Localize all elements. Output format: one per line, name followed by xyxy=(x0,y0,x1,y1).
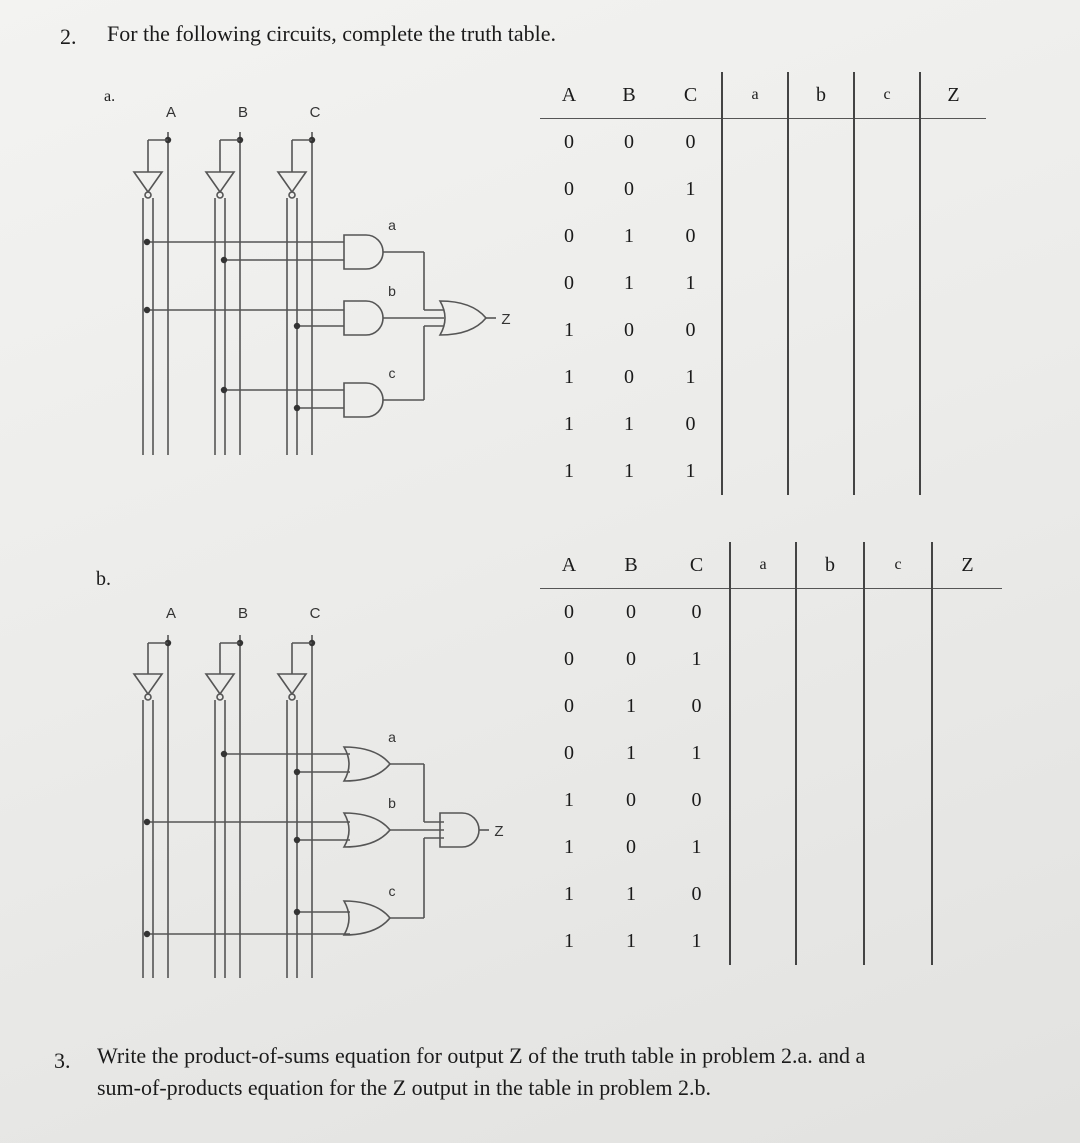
input-cell: 1 xyxy=(685,272,696,294)
table-row xyxy=(540,260,986,307)
answer-cell[interactable] xyxy=(854,448,920,495)
question-2-prompt: For the following circuits, complete the truth table. xyxy=(107,21,557,46)
answer-cell[interactable] xyxy=(864,918,932,965)
answer-cell[interactable] xyxy=(932,683,1002,730)
junction-dot xyxy=(221,751,227,757)
input-cell: 1 xyxy=(564,883,574,905)
input-cell: 0 xyxy=(626,789,636,811)
truth-table-b-header-row xyxy=(540,542,1002,589)
truth-table-b-header-0: A xyxy=(540,542,598,589)
truth-table-a-header-5: c xyxy=(854,72,920,119)
input-cell: 0 xyxy=(626,601,636,623)
input-cell: 0 xyxy=(564,272,574,294)
table-row xyxy=(540,166,986,213)
answer-cell[interactable] xyxy=(788,448,854,495)
input-cell: 1 xyxy=(685,178,696,200)
input-label-b: B xyxy=(237,605,249,622)
input-cell: 1 xyxy=(564,319,574,341)
input-cell: 0 xyxy=(691,883,702,905)
table-row xyxy=(540,777,1002,824)
answer-cell[interactable] xyxy=(722,401,788,448)
answer-cell[interactable] xyxy=(920,307,986,354)
input-label-a: A xyxy=(165,605,177,622)
answer-cell[interactable] xyxy=(854,307,920,354)
input-cell: 1 xyxy=(624,460,634,482)
answer-cell[interactable] xyxy=(854,213,920,260)
answer-cell[interactable] xyxy=(730,730,796,777)
input-cell: 1 xyxy=(564,460,574,482)
input-cell: 0 xyxy=(624,131,634,153)
answer-cell[interactable] xyxy=(788,401,854,448)
truth-table-b-header-1: B xyxy=(598,542,664,589)
table-row xyxy=(540,354,986,401)
answer-cell[interactable] xyxy=(854,166,920,213)
question-3-line-2: sum-of-products equation for the Z output in the table in problem 2.b. xyxy=(97,1075,712,1100)
answer-cell[interactable] xyxy=(722,354,788,401)
answer-cell[interactable] xyxy=(932,636,1002,683)
input-cell: 1 xyxy=(564,836,574,858)
junction-dot xyxy=(294,909,300,915)
table-row xyxy=(540,871,1002,918)
answer-cell[interactable] xyxy=(932,918,1002,965)
table-row xyxy=(540,589,1002,637)
input-cell: 0 xyxy=(624,366,634,388)
input-cell: 0 xyxy=(564,648,574,670)
answer-cell[interactable] xyxy=(920,354,986,401)
input-cell: 0 xyxy=(691,601,702,623)
input-cell: 0 xyxy=(691,695,702,717)
truth-table-b-header-5: c xyxy=(864,542,932,589)
table-row xyxy=(540,683,1002,730)
gate-label-a: a xyxy=(388,729,396,745)
answer-cell[interactable] xyxy=(864,777,932,824)
input-cell: 1 xyxy=(564,930,574,952)
answer-cell[interactable] xyxy=(864,730,932,777)
answer-cell[interactable] xyxy=(920,401,986,448)
table-row xyxy=(540,730,1002,777)
gate-label-b: b xyxy=(388,283,396,299)
answer-cell[interactable] xyxy=(730,918,796,965)
answer-cell[interactable] xyxy=(854,401,920,448)
answer-cell[interactable] xyxy=(920,448,986,495)
answer-cell[interactable] xyxy=(730,824,796,871)
question-3-line-1: Write the product-of-sums equation for output Z of the truth table in problem 2.a. and a xyxy=(97,1043,866,1068)
answer-cell[interactable] xyxy=(932,730,1002,777)
answer-cell[interactable] xyxy=(796,871,864,918)
input-cell: 0 xyxy=(691,789,702,811)
input-cell: 0 xyxy=(685,413,696,435)
answer-cell[interactable] xyxy=(932,589,1002,637)
question-2-number: 2. xyxy=(60,24,77,49)
truth-table-a-header-4: b xyxy=(788,72,854,119)
input-cell: 1 xyxy=(691,836,702,858)
inverter-icon xyxy=(278,674,306,694)
input-cell: 1 xyxy=(626,883,636,905)
answer-cell[interactable] xyxy=(796,918,864,965)
inverter-icon xyxy=(206,674,234,694)
answer-cell[interactable] xyxy=(920,119,986,167)
gate-c xyxy=(344,901,390,935)
gate-b xyxy=(344,813,390,847)
truth-table-b xyxy=(540,542,1002,965)
answer-cell[interactable] xyxy=(722,307,788,354)
answer-cell[interactable] xyxy=(722,166,788,213)
input-cell: 0 xyxy=(564,695,574,717)
input-cell: 1 xyxy=(626,930,636,952)
truth-table-a-header-0: A xyxy=(540,72,598,119)
inverter-icon xyxy=(134,674,162,694)
gate-a xyxy=(344,747,390,781)
answer-cell[interactable] xyxy=(854,354,920,401)
input-cell: 1 xyxy=(626,695,636,717)
gate-label-b: b xyxy=(388,795,396,811)
input-cell: 0 xyxy=(685,225,696,247)
answer-cell[interactable] xyxy=(796,589,864,637)
answer-cell[interactable] xyxy=(788,260,854,307)
truth-table-a-header-1: B xyxy=(598,72,660,119)
truth-table-a xyxy=(540,72,986,495)
input-cell: 1 xyxy=(564,366,574,388)
answer-cell[interactable] xyxy=(920,260,986,307)
input-cell: 0 xyxy=(626,648,636,670)
answer-cell[interactable] xyxy=(730,683,796,730)
input-cell: 1 xyxy=(691,930,702,952)
input-label-b: B xyxy=(237,104,249,121)
final-gate xyxy=(440,813,479,847)
input-cell: 0 xyxy=(685,319,696,341)
answer-cell[interactable] xyxy=(788,119,854,167)
part-b-label: b. xyxy=(96,568,111,590)
input-cell: 1 xyxy=(685,460,696,482)
answer-cell[interactable] xyxy=(932,824,1002,871)
input-cell: 1 xyxy=(624,225,634,247)
input-cell: 1 xyxy=(624,413,634,435)
input-label-c: C xyxy=(309,605,321,622)
answer-cell[interactable] xyxy=(796,636,864,683)
input-cell: 1 xyxy=(691,742,702,764)
table-row xyxy=(540,824,1002,871)
gate-label-a: a xyxy=(388,217,396,233)
answer-cell[interactable] xyxy=(864,871,932,918)
table-row xyxy=(540,636,1002,683)
table-row xyxy=(540,213,986,260)
input-cell: 0 xyxy=(564,742,574,764)
input-cell: 0 xyxy=(624,178,634,200)
junction-dot xyxy=(144,931,150,937)
answer-cell[interactable] xyxy=(788,354,854,401)
output-label-z: Z xyxy=(494,823,504,840)
answer-cell[interactable] xyxy=(864,683,932,730)
input-cell: 0 xyxy=(624,319,634,341)
answer-cell[interactable] xyxy=(788,213,854,260)
input-cell: 1 xyxy=(691,648,702,670)
question-3-number: 3. xyxy=(54,1048,71,1073)
answer-cell[interactable] xyxy=(722,119,788,167)
junction-dot xyxy=(294,837,300,843)
answer-cell[interactable] xyxy=(864,589,932,637)
input-cell: 1 xyxy=(685,366,696,388)
truth-table-b-header-2: C xyxy=(664,542,730,589)
answer-cell[interactable] xyxy=(788,307,854,354)
input-cell: 0 xyxy=(564,225,574,247)
answer-cell[interactable] xyxy=(730,777,796,824)
answer-cell[interactable] xyxy=(796,824,864,871)
truth-table-a-header-3: a xyxy=(722,72,788,119)
table-row xyxy=(540,448,986,495)
truth-table-a-header-2: C xyxy=(660,72,722,119)
answer-cell[interactable] xyxy=(722,260,788,307)
truth-table-a-header-6: Z xyxy=(920,72,986,119)
answer-cell[interactable] xyxy=(864,636,932,683)
part-a-label: a. xyxy=(104,88,116,105)
answer-cell[interactable] xyxy=(796,777,864,824)
table-row xyxy=(540,307,986,354)
input-cell: 1 xyxy=(564,413,574,435)
answer-cell[interactable] xyxy=(920,213,986,260)
answer-cell[interactable] xyxy=(730,589,796,637)
circuit-b-diagram xyxy=(0,0,560,1000)
answer-cell[interactable] xyxy=(932,777,1002,824)
input-cell: 0 xyxy=(564,601,574,623)
answer-cell[interactable] xyxy=(854,260,920,307)
junction-dot xyxy=(144,819,150,825)
input-label-a: A xyxy=(165,104,177,121)
answer-cell[interactable] xyxy=(796,730,864,777)
gate-label-c: c xyxy=(388,365,396,381)
input-cell: 0 xyxy=(626,836,636,858)
truth-table-b-header-3: a xyxy=(730,542,796,589)
answer-cell[interactable] xyxy=(864,824,932,871)
input-cell: 0 xyxy=(564,131,574,153)
answer-cell[interactable] xyxy=(722,448,788,495)
answer-cell[interactable] xyxy=(920,166,986,213)
gate-label-c: c xyxy=(388,883,396,899)
table-row xyxy=(540,918,1002,965)
input-cell: 1 xyxy=(626,742,636,764)
truth-table-b-header-6: Z xyxy=(932,542,1002,589)
table-row xyxy=(540,401,986,448)
answer-cell[interactable] xyxy=(932,871,1002,918)
answer-cell[interactable] xyxy=(854,119,920,167)
input-cell: 0 xyxy=(685,131,696,153)
truth-table-b-header-4: b xyxy=(796,542,864,589)
answer-cell[interactable] xyxy=(788,166,854,213)
input-label-c: C xyxy=(309,104,321,121)
input-cell: 1 xyxy=(564,789,574,811)
output-label-z: Z xyxy=(501,311,511,328)
answer-cell[interactable] xyxy=(796,683,864,730)
input-cell: 1 xyxy=(624,272,634,294)
answer-cell[interactable] xyxy=(730,636,796,683)
answer-cell[interactable] xyxy=(722,213,788,260)
answer-cell[interactable] xyxy=(730,871,796,918)
truth-table-a-header-row xyxy=(540,72,986,119)
junction-dot xyxy=(294,769,300,775)
table-row xyxy=(540,119,986,167)
input-cell: 0 xyxy=(564,178,574,200)
